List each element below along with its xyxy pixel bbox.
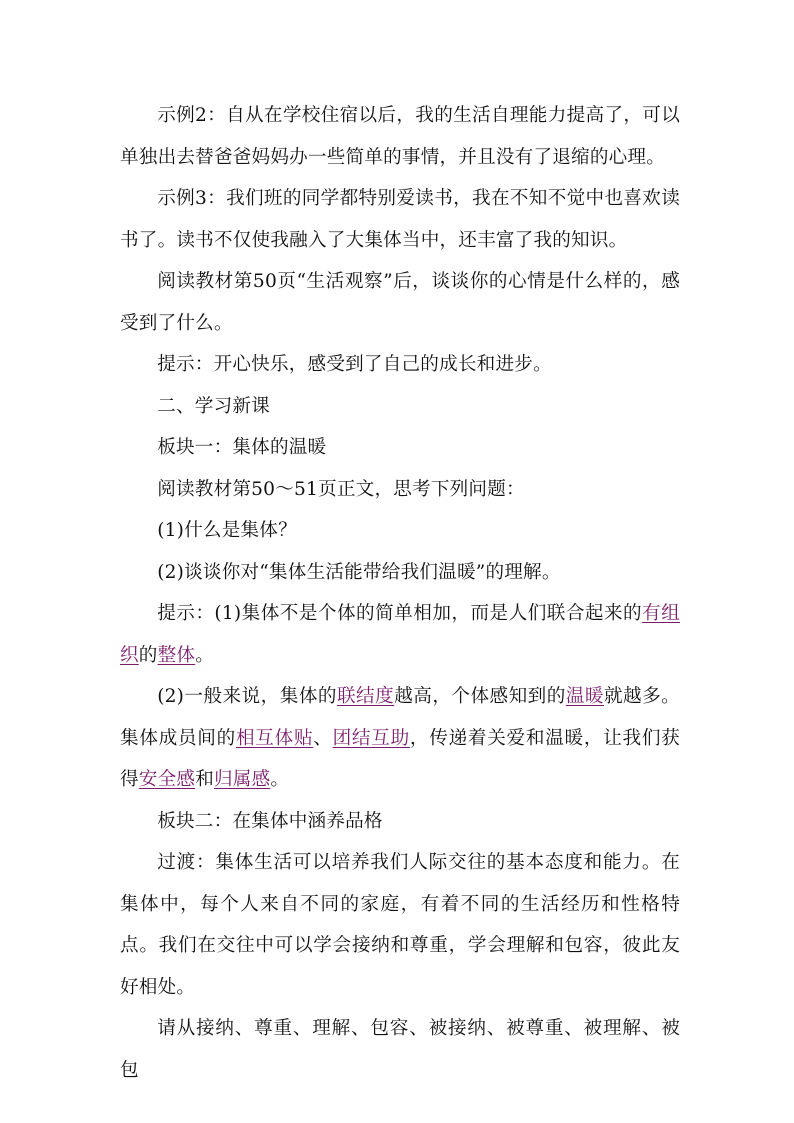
paragraph-text: 阅读教材第50页“生活观察”后，谈谈你的心情是什么样的，感受到了什么。	[120, 271, 680, 334]
paragraph-text: 板块一：集体的温暖	[157, 437, 327, 458]
paragraph-text: (1)什么是集体？	[157, 520, 297, 541]
paragraph-text: (2)一般来说，集体的	[157, 686, 337, 707]
paragraph-section-new-lesson	[120, 386, 680, 428]
keyword-link[interactable]: 整体	[157, 644, 196, 666]
paragraph-example-2	[120, 95, 680, 178]
paragraph-block-one-title	[120, 427, 680, 469]
paragraph-text: 二、学习新课	[157, 395, 270, 417]
paragraph-text: 示例3：我们班的同学都特别爱读书，我在不知不觉中也喜欢读书了。读书不仅使我融入了大集体当中，还丰富了我的知识。	[120, 188, 680, 251]
paragraph-example-3	[120, 178, 680, 261]
paragraph-text: 请从接纳、尊重、理解、包容、被接纳、被尊重、被理解、被包	[120, 1018, 680, 1081]
paragraph-question-1	[120, 510, 680, 552]
paragraph-hint-answer-1	[120, 593, 680, 676]
paragraph-text: 。	[270, 769, 290, 790]
paragraph-reading-task-50-51	[120, 469, 680, 511]
keyword-link[interactable]: 归属感	[213, 769, 271, 790]
paragraph-text: 、	[313, 727, 333, 749]
keyword-link[interactable]: 联结度	[336, 686, 395, 707]
paragraph-text: 示例2：自从在学校住宿以后，我的生活自理能力提高了，可以单独出去替爸爸妈妈办一些简单的事情，并且没有了退缩的心理。	[120, 105, 680, 168]
paragraph-instruction-partial	[120, 1008, 680, 1091]
paragraph-text: 的	[138, 644, 158, 666]
keyword-link[interactable]: 温暖	[565, 686, 604, 707]
paragraph-transition	[120, 842, 680, 1008]
paragraph-text: 提示：(1)集体不是个体的简单相加，而是人们联合起来的	[157, 603, 643, 624]
paragraph-question-2	[120, 552, 680, 594]
paragraph-block-two-title	[120, 801, 680, 843]
paragraph-text: 过渡：集体生活可以培养我们人际交往的基本态度和能力。在集体中，每个人来自不同的家庭，有着不同的生活经历和性格特点。我们在交往中可以学会接纳和尊重，学会理解和包容，彼此友好相处。	[120, 852, 680, 998]
paragraph-text: 就越多。集体成员间的	[120, 686, 680, 749]
paragraph-text: 板块二：在集体中涵养品格	[157, 810, 383, 832]
paragraph-text: 和	[195, 769, 214, 790]
paragraph-text: 。	[195, 644, 214, 666]
keyword-link[interactable]: 有组织	[120, 603, 680, 666]
paragraph-text: 提示：开心快乐，感受到了自己的成长和进步。	[157, 354, 552, 375]
paragraph-hint-happy	[120, 344, 680, 386]
keyword-link[interactable]: 相互体贴	[235, 727, 314, 749]
paragraph-text: (2)谈谈你对“集体生活能带给我们温暖”的理解。	[157, 561, 561, 583]
keyword-link[interactable]: 安全感	[138, 769, 196, 790]
keyword-link[interactable]: 团结互助	[332, 727, 410, 749]
paragraph-hint-answer-2	[120, 676, 680, 801]
paragraph-text: 越高，个体感知到的	[394, 686, 566, 707]
document-page	[120, 95, 680, 1091]
paragraph-text: ，传递着关爱和温暖，让我们获得	[120, 727, 680, 790]
paragraph-reading-task-50	[120, 261, 680, 344]
paragraph-text: 阅读教材第50～51页正文，思考下列问题：	[157, 478, 525, 500]
